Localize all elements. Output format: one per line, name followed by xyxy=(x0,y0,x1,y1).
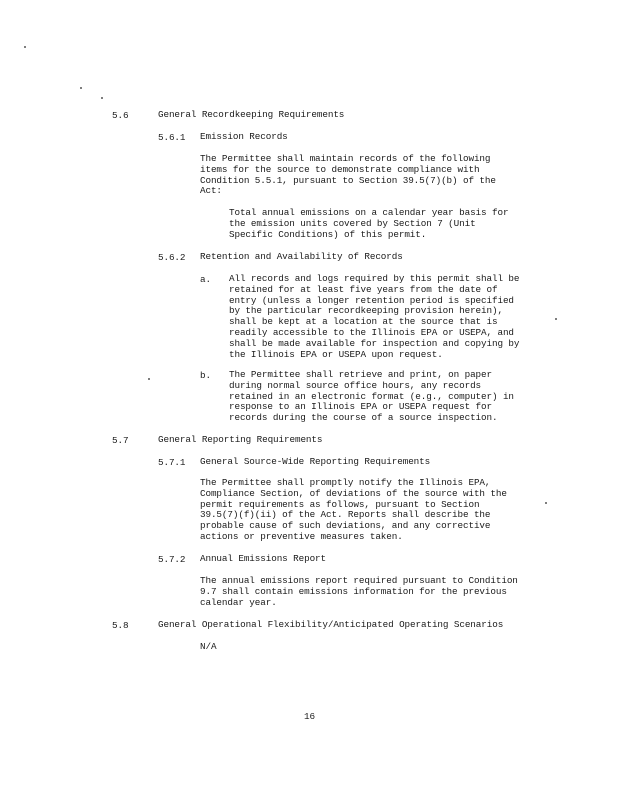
section-number: 5.7 xyxy=(112,435,129,446)
subsection-title: General Source-Wide Reporting Requirements xyxy=(200,456,431,467)
subsection-title: Retention and Availability of Records xyxy=(200,251,403,262)
paragraph: The Permittee shall promptly notify the Illinois EPA, Compliance Section, of deviations of the source with the permit requirements as follows, pursuant to Section 39.5(7)(f)(ii) of the Act. Reports shall describe the probable cause of such deviations, and any corrective actions or preventive measures taken. xyxy=(200,477,507,542)
section-number: 5.6 xyxy=(112,110,129,121)
subsection-title: Annual Emissions Report xyxy=(200,553,327,564)
section-number: 5.8 xyxy=(112,620,129,631)
subsection-number: 5.6.2 xyxy=(158,252,186,263)
subsection-title: Emission Records xyxy=(200,131,288,142)
list-item-label: a. xyxy=(200,274,211,285)
indented-paragraph: Total annual emissions on a calendar year basis for the emission units covered by Section 7 (Unit Specific Conditions) of this permit. xyxy=(229,207,509,240)
scan-speck xyxy=(555,318,557,320)
section-title: General Operational Flexibility/Anticipated Operating Scenarios xyxy=(158,619,504,630)
list-item-label: b. xyxy=(200,370,211,381)
scan-speck xyxy=(24,46,26,48)
subsection-number: 5.7.1 xyxy=(158,457,186,468)
subsection-number: 5.7.2 xyxy=(158,554,186,565)
section-title: General Reporting Requirements xyxy=(158,434,323,445)
section-body: N/A xyxy=(200,641,217,652)
list-item-text: All records and logs required by this permit shall be retained for at least five years from the date of entry (unless a longer retention period is specified by the particular recordkeeping provision herein), shall be kept at a location at the source that is readily accessible to the Illinois EPA or USEPA, and shall be made available for inspection and copying by the Illinois EPA or USEPA upon request. xyxy=(229,273,520,360)
scan-speck xyxy=(545,502,547,504)
paragraph: The Permittee shall maintain records of the following items for the source to demonstrate compliance with Condition 5.5.1, pursuant to Section 39.5(7)(b) of the Act: xyxy=(200,153,496,197)
subsection-number: 5.6.1 xyxy=(158,132,186,143)
scan-speck xyxy=(80,87,82,89)
paragraph: The annual emissions report required pursuant to Condition 9.7 shall contain emissions information for the previous calendar year. xyxy=(200,575,518,608)
section-title: General Recordkeeping Requirements xyxy=(158,109,345,120)
scan-speck xyxy=(148,378,150,380)
list-item-text: The Permittee shall retrieve and print, on paper during normal source office hours, any records retained in an electronic format (e.g., computer) in response to an Illinois EPA or USEPA request for records during the course of a source inspection. xyxy=(229,369,514,424)
page-number: 16 xyxy=(304,711,315,722)
scan-speck xyxy=(101,97,103,99)
